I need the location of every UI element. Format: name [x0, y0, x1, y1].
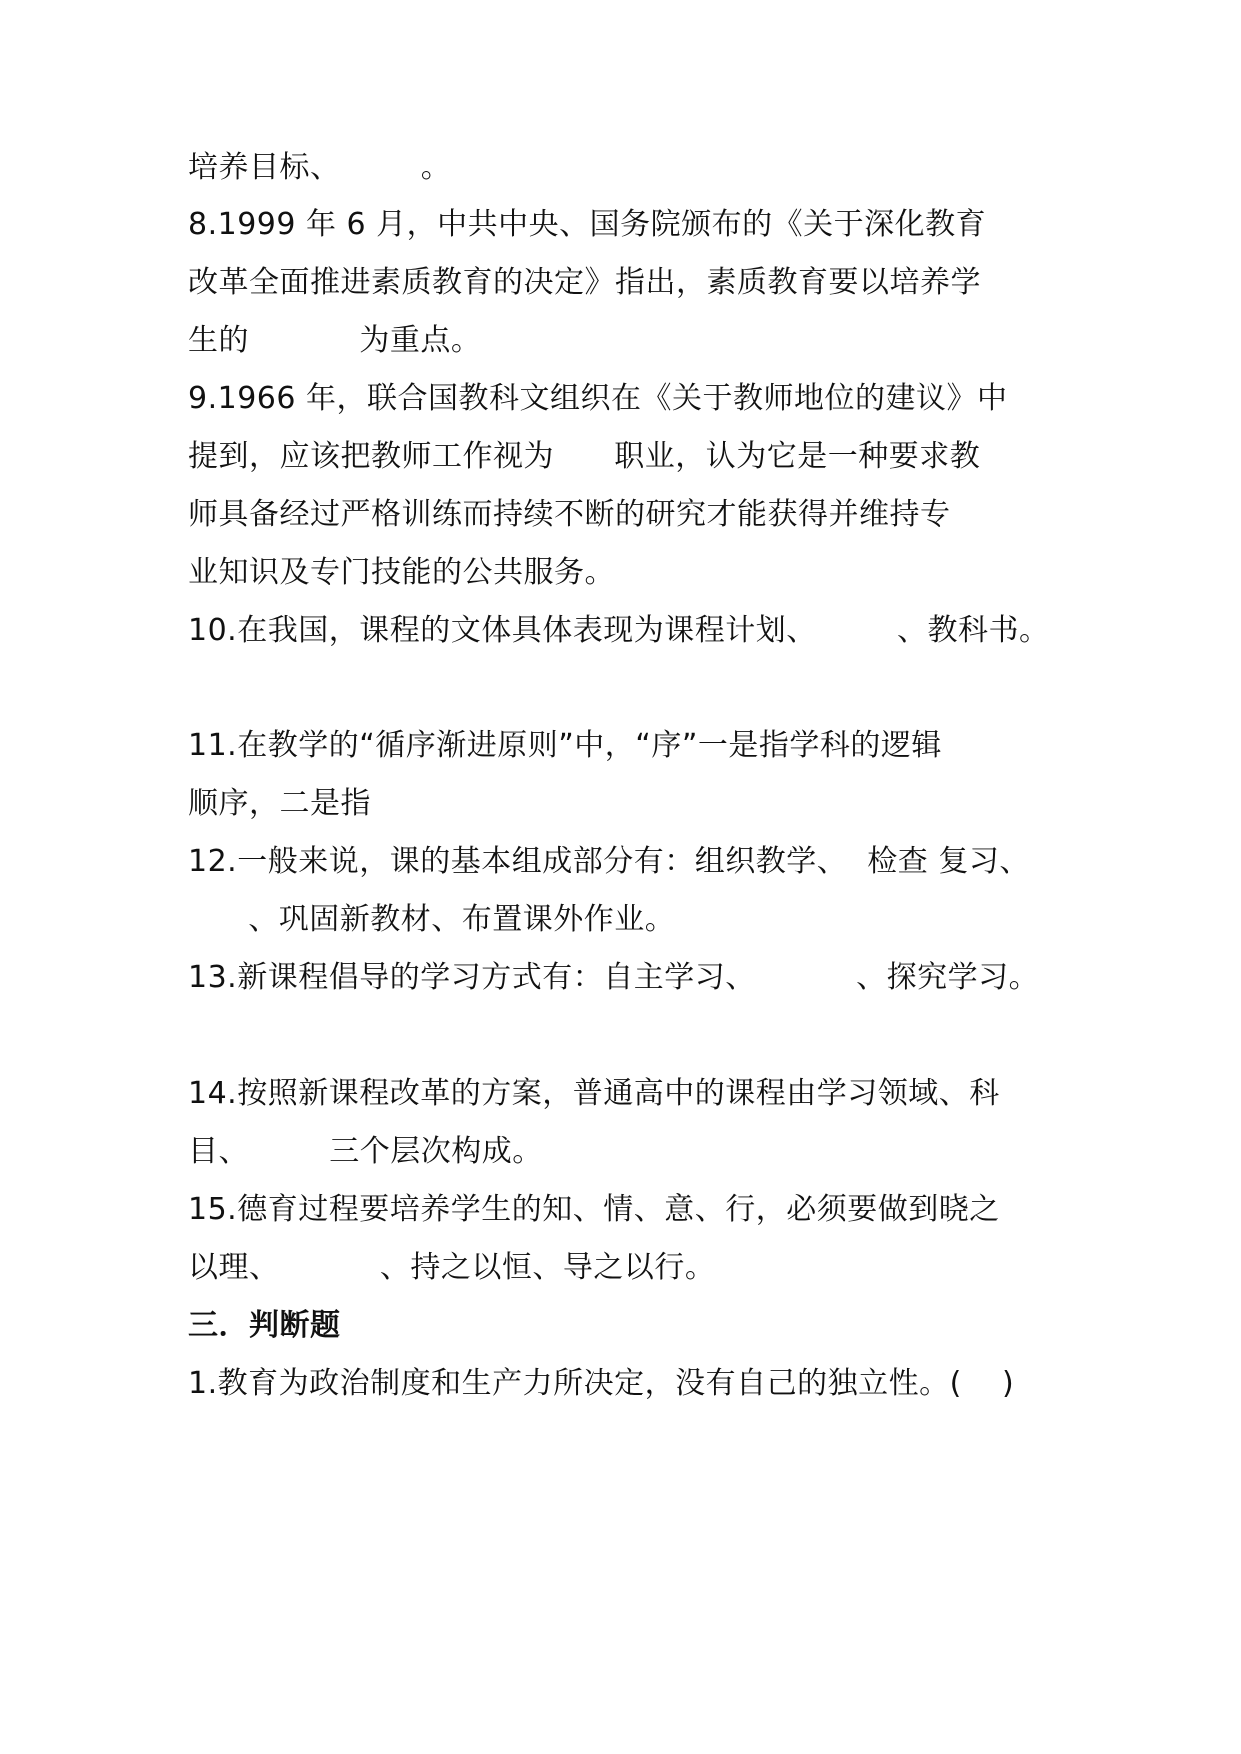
- section-heading: 三．判断题: [188, 1308, 341, 1343]
- text-line: 改革全面推进素质教育的决定》指出，素质教育要以培养学: [188, 265, 981, 300]
- text-line: 以理、 、持之以恒、导之以行。: [188, 1250, 716, 1285]
- text-line: 师具备经过严格训练而持续不断的研究才能获得并维持专: [188, 497, 951, 532]
- question-9-line: 9.1966 年，联合国教科文组织在《关于教师地位的建议》中: [188, 381, 1008, 416]
- judgment-question-1-line: 1.教育为政治制度和生产力所决定，没有自己的独立性。( ): [188, 1366, 1015, 1401]
- question-10-line: 10.在我国，课程的文体具体表现为课程计划、 、教科书。: [188, 613, 1050, 648]
- text-line: 、巩固新教材、布置课外作业。: [188, 902, 676, 937]
- text-line: 培养目标、 。: [188, 150, 452, 185]
- question-11-line: 11.在教学的“循序渐进原则”中，“序”一是指学科的逻辑: [188, 728, 942, 763]
- text-line: 生的 为重点。: [188, 323, 482, 358]
- text-line: 提到，应该把教师工作视为 职业，认为它是一种要求教: [188, 439, 981, 474]
- question-13-line: 13.新课程倡导的学习方式有：自主学习、 、探究学习。: [188, 960, 1040, 995]
- text-line: 目、 三个层次构成。: [188, 1134, 543, 1169]
- question-12-line: 12.一般来说，课的基本组成部分有：组织教学、 检查 复习、: [188, 844, 1030, 879]
- text-line: 业知识及专门技能的公共服务。: [188, 555, 615, 590]
- question-15-line: 15.德育过程要培养学生的知、情、意、行，必须要做到晓之: [188, 1192, 1000, 1227]
- question-8-line: 8.1999 年 6 月，中共中央、国务院颁布的《关于深化教育: [188, 207, 987, 242]
- question-14-line: 14.按照新课程改革的方案，普通高中的课程由学习领域、科: [188, 1076, 1000, 1111]
- text-line: 顺序，二是指: [188, 786, 371, 821]
